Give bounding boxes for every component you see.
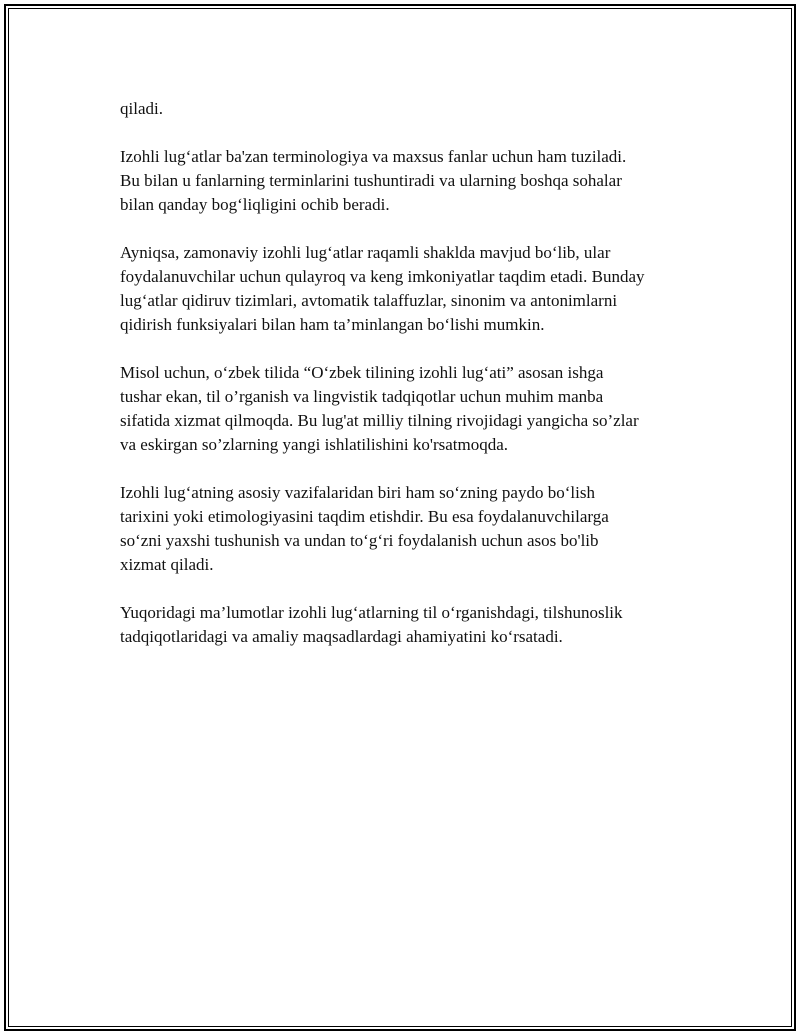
text-line: bilan qanday bog‘liqligini ochib beradi. [120,195,390,214]
text-line: qidirish funksiyalari bilan ham ta’minlangan bo‘lishi mumkin. [120,315,545,334]
text-line: foydalanuvchilar uchun qulayroq va keng imkoniyatlar taqdim etadi. Bunday [120,267,645,286]
text-line: Misol uchun, o‘zbek tilida “O‘zbek tilining izohli lug‘ati” asosan ishga [120,363,604,382]
text-line: Ayniqsa, zamonaviy izohli lug‘atlar raqamli shaklda mavjud bo‘lib, ular [120,243,611,262]
text-line: Izohli lug‘atlar ba'zan terminologiya va maxsus fanlar uchun ham tuziladi. [120,147,627,166]
text-line: Izohli lug‘atning asosiy vazifalaridan biri ham so‘zning paydo bo‘lish [120,483,595,502]
text-line: Bu bilan u fanlarning terminlarini tushuntiradi va ularning boshqa sohalar [120,171,622,190]
paragraph-4 [120,361,700,457]
page-border [4,4,796,1031]
text-line: va eskirgan so’zlarning yangi ishlatilishini ko'rsatmoqda. [120,435,509,454]
text-line: tarixini yoki etimologiyasini taqdim etishdir. Bu esa foydalanuvchilarga [120,507,609,526]
text-line: xizmat qiladi. [120,555,214,574]
paragraph-5 [120,481,700,577]
text-line: so‘zni yaxshi tushunish va undan to‘g‘ri foydalanish uchun asos bo'lib [120,531,599,550]
text-line: tushar ekan, til o’rganish va lingvistik tadqiqotlar uchun muhim manba [120,387,604,406]
text-line: tadqiqotlaridagi va amaliy maqsadlardagi ahamiyatini ko‘rsatadi. [120,627,563,646]
paragraph-1 [120,97,700,121]
text-line: sifatida xizmat qilmoqda. Bu lug'at milliy tilning rivojidagi yangicha so’zlar [120,411,639,430]
paragraph-6 [120,601,700,649]
text-line: qiladi. [120,99,163,118]
document-body [120,97,700,673]
paragraph-3 [120,241,700,337]
text-line: lug‘atlar qidiruv tizimlari, avtomatik talaffuzlar, sinonim va antonimlarni [120,291,618,310]
paragraph-2 [120,145,700,217]
text-line: Yuqoridagi ma’lumotlar izohli lug‘atlarning til o‘rganishdagi, tilshunoslik [120,603,623,622]
